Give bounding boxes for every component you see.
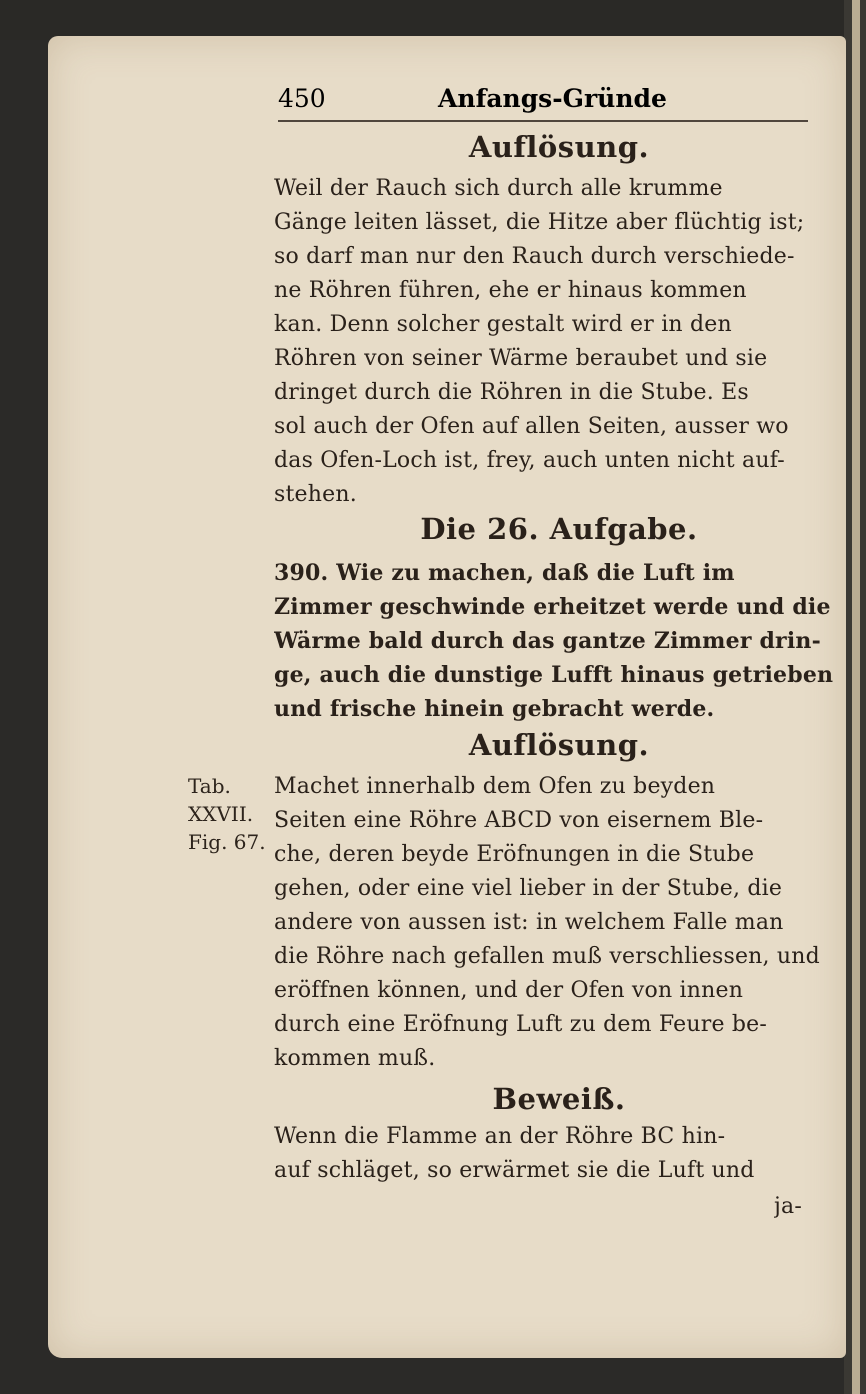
text-line: ne Röhren führen, ehe er hinaus kommen — [274, 278, 747, 303]
section-heading-aufloesung-1: Auflösung. — [468, 130, 650, 164]
text-line: 390. Wie zu machen, daß die Luft im — [274, 560, 735, 586]
text-line: Wärme bald durch das gantze Zimmer drin- — [274, 628, 821, 654]
next-page-edge — [852, 0, 860, 1394]
running-head: Anfangs-Gründe — [438, 84, 667, 113]
text-line: Weil der Rauch sich durch alle krumme — [274, 176, 723, 201]
text-line: che, deren beyde Eröfnungen in die Stube — [274, 842, 755, 867]
section-heading-aufgabe: Die 26. Aufgabe. — [420, 512, 698, 546]
text-line: Zimmer geschwinde erheitzet werde und die — [274, 594, 831, 620]
margin-note-plate: XXVII. — [188, 802, 254, 826]
text-line: Machet innerhalb dem Ofen zu beyden — [274, 774, 716, 799]
text-line: ge, auch die dunstige Lufft hinaus getrieben — [274, 662, 834, 688]
book-page — [48, 36, 846, 1358]
text-line: auf schläget, so erwärmet sie die Luft und — [274, 1158, 755, 1183]
text-line: und frische hinein gebracht werde. — [274, 696, 715, 722]
text-line: so darf man nur den Rauch durch verschiede- — [274, 244, 795, 269]
catchword: ja- — [774, 1194, 802, 1219]
text-line: andere von aussen ist: in welchem Falle man — [274, 910, 784, 935]
text-line: sol auch der Ofen auf allen Seiten, ausser wo — [274, 414, 789, 439]
text-line: Röhren von seiner Wärme beraubet und sie — [274, 346, 768, 371]
text-line: gehen, oder eine viel lieber in der Stube, die — [274, 876, 783, 901]
margin-note-tab: Tab. — [188, 774, 231, 798]
section-heading-aufloesung-2: Auflösung. — [468, 728, 650, 762]
page-number: 450 — [278, 84, 326, 113]
text-line: das Ofen-Loch ist, frey, auch unten nicht auf- — [274, 448, 785, 473]
text-line: Gänge leiten lässet, die Hitze aber flüchtig ist; — [274, 210, 805, 235]
section-heading-beweis: Beweiß. — [492, 1082, 626, 1116]
text-line: kommen muß. — [274, 1046, 436, 1071]
text-line: dringet durch die Röhren in die Stube. Es — [274, 380, 749, 405]
text-line: kan. Denn solcher gestalt wird er in den — [274, 312, 732, 337]
text-block — [274, 36, 844, 1236]
text-line: Wenn die Flamme an der Röhre BC hin- — [274, 1124, 726, 1149]
text-line: Seiten eine Röhre ABCD von eisernem Ble- — [274, 808, 764, 833]
text-line: stehen. — [274, 482, 357, 507]
margin-note-figure: Fig. 67. — [188, 830, 266, 854]
text-line: die Röhre nach gefallen muß verschliessen, und — [274, 944, 820, 969]
text-line: eröffnen können, und der Ofen von innen — [274, 978, 744, 1003]
text-line: durch eine Eröfnung Luft zu dem Feure be- — [274, 1012, 768, 1037]
scan-top-edge — [0, 0, 866, 40]
